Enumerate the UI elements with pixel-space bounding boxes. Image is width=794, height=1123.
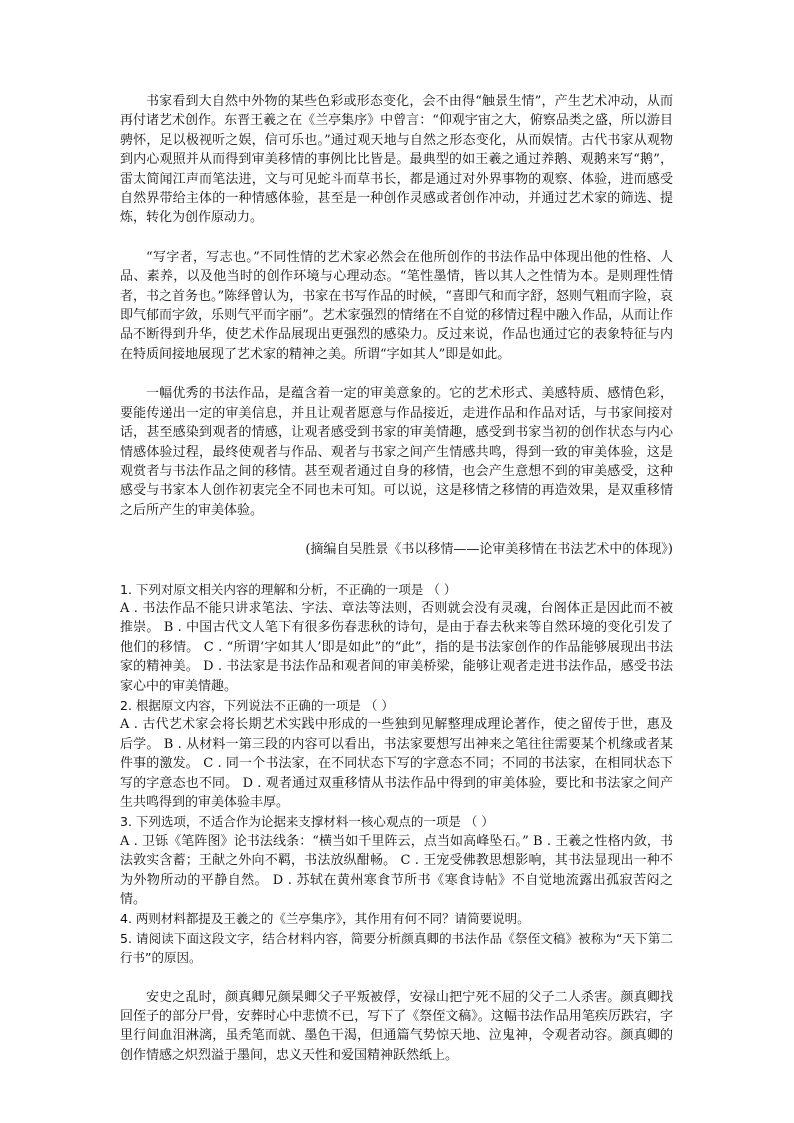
- question-list: [120, 580, 673, 968]
- document-page: [120, 92, 673, 1065]
- article-paragraph-2: “写字者，写志也。”不同性情的艺术家必然会在他所创作的书法作品中体现出他的性格、人品、素养，以及他当时的创作环境与心理动态。“笔性墨情，皆以其人之性情为本。是则理性情者，书之首务也。”陈绎曾认为，书家在书写作品的时候，“喜即气和而字舒，怒则气粗而字险，哀即气郁而字敛，乐则气平而字丽”。艺术家强烈的情绪在不自觉的移情过程中融入作品，从而让作品不断得到升华，使艺术作品展现出更强烈的感染力。反过来说，作品也通过它的表象特征与内在特质间接地展现了艺术家的精神之美。所谓“字如其人”即是如此。: [120, 249, 673, 362]
- question-3-stem: 3. 下列选项，不适合作为论据来支撑材料一核心观点的一项是 （ ）: [120, 814, 494, 830]
- article-paragraph-1: 书家看到大自然中外物的某些色彩或形态变化，会不由得“触景生情”，产生艺术冲动，从而再付诸艺术创作。东晋王羲之在《兰亭集序》中曾言：“仰观宇宙之大，俯察品类之盛，所以游目骋怀，足以极视听之娱，信可乐也。”通过观天地与自然之形态变化，从而娱情。古代书家从观物到内心观照并从而得到审美移情的事例比比皆是。最典型的如王羲之通过养鹅、观鹅来写“鹅”，雷太简闻江声而笔法进，文与可见蛇斗而草书长，都是通过对外界事物的观察、体验，进而感受自然界带给主体的一种情感体验，甚至是一种创作灵感或者创作冲动，并通过艺术家的筛选、提炼，转化为创作原动力。: [120, 94, 673, 226]
- question-2-stem: 2. 根据原文内容，下列说法不正确的一项是 （ ）: [120, 697, 394, 713]
- question-1-options: A . 书法作品不能只讲求笔法、字法、章法等法则，否则就会没有灵魂，台阁体正是因此而不被推崇。 B . 中国古代文人笔下有很多伤春悲秋的诗句，是由于春去秋来等自然环境的变化引发了他们的移情。 C . “所谓‘字如其人’即是如此”的“此”，指的是书法家创作的作品能够展现出书法家的精神美。 D . 书法家是书法作品和观者间的审美桥梁，能够让观者走进书法作品，感受书法家心中的审美情趣。: [120, 600, 673, 694]
- question-4-stem: 4. 两则材料都提及王羲之的《兰亭集序》，其作用有何不同？请简要说明。: [120, 911, 530, 927]
- question-2-options: A . 古代艺术家会将长期艺术实践中形成的一些独到见解整理成理论著作，使之留传于世，惠及后学。 B . 从材料一第三段的内容可以看出，书法家要想写出神来之笔往往需要某个机缘或者某件事的激发。 C . 同一个书法家，在不同状态下写的字意态不同；不同的书法家，在相同状态下写的字意态也不同。 D . 观者通过双重移情从书法作品中得到的审美体验，要比和书法家之间产生共鸣得到的审美体验丰厚。: [120, 717, 673, 810]
- article-paragraph-3: 一幅优秀的书法作品，是蕴含着一定的审美意象的。它的艺术形式、美感特质、感情色彩，要能传递出一定的审美信息，并且让观者愿意与作品接近，走进作品和作品对话，与书家间接对话，甚至感染到观者的情感，让观者感受到书家的审美情趣，感受到书家当初的创作状态与内心情感体验过程，最终使观者与作品、观者与书家之间产生情感共鸣，得到一致的审美体验，这是观赏者与书法作品之间的移情。甚至观者通过自身的移情，也会产生意想不到的审美感受，这种感受与书家本人创作初衷完全不同也未可知。可以说，这是移情之移情的再造效果，是双重移情之后所产生的审美体验。: [120, 386, 673, 518]
- article-source: (摘编自吴胜景《书以移情——论审美移情在书法艺术中的体现》): [305, 542, 673, 558]
- reading-passage: 安史之乱时，颜真卿兄颜杲卿父子平叛被俘，安禄山把宁死不屈的父子二人杀害。颜真卿找回侄子的部分尸骨，安葬时心中悲愤不已，写下了《祭侄文稿》。这幅书法作品用笔疾厉跌宕，字里行间血泪淋漓，虽秃笔而就、墨色干渴，但通篇气势惊天地、泣鬼神，令观者动容。颜真卿的创作情感之炽烈溢于墨间，忠义天性和爱国精神跃然纸上。: [120, 989, 673, 1063]
- question-3-options: A . 卫铄《笔阵图》论书法线条：“横当如千里阵云，点当如高峰坠石。” B . 王羲之性格内敛，书法敦实含蓄；王献之外向不羁，书法放纵酣畅。 C . 王宠受佛教思想影响，其书法显现出一种不为外物所动的平静自然。 D . 苏轼在黄州寒食节所书《寒食诗帖》不自觉地流露出孤寂苦闷之情。: [120, 833, 673, 908]
- question-5-stem: 5. 请阅读下面这段文字，结合材料内容，简要分析颜真卿的书法作品《祭侄文稿》被称为“天下第二行书”的原因。: [120, 930, 673, 966]
- question-1-stem: 1. 下列对原文相关内容的理解和分析，不正确的一项是 （ ）: [120, 581, 457, 597]
